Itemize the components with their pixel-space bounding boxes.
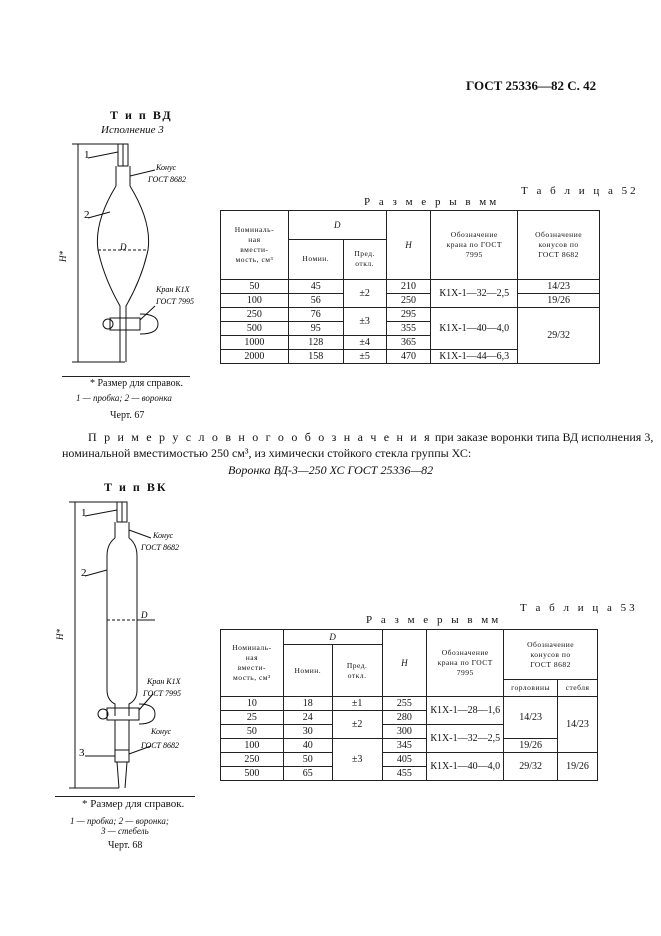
table-cell: 14/23 <box>558 697 598 753</box>
table53-units: Р а з м е р ы в мм <box>366 614 502 626</box>
table-cell: 500 <box>221 322 289 336</box>
table-cell: 14/23 <box>504 697 558 739</box>
table-cell: ±3 <box>343 308 386 336</box>
fig2-label-h: H* <box>55 629 65 640</box>
table-cell: 345 <box>382 739 427 753</box>
table-cell: К1Х-1—44—6,3 <box>431 350 518 364</box>
table53-header-konus: Обозначение конусов по ГОСТ 8682 <box>504 630 598 680</box>
table-cell: 255 <box>382 697 427 711</box>
table-cell: 128 <box>288 336 343 350</box>
table-cell: К1Х-1—32—2,5 <box>427 725 504 753</box>
table-cell: 500 <box>221 767 284 781</box>
table-cell: 250 <box>221 308 289 322</box>
table-cell: 45 <box>288 280 343 294</box>
table-row <box>221 739 598 753</box>
table-cell: 250 <box>386 294 431 308</box>
table-cell: 250 <box>221 753 284 767</box>
table52 <box>220 210 600 364</box>
table53 <box>220 629 598 781</box>
table-cell: 1000 <box>221 336 289 350</box>
table-cell: 25 <box>221 711 284 725</box>
table-cell: 210 <box>386 280 431 294</box>
fig1-note: * Размер для справок. <box>90 378 183 389</box>
table-cell: ±1 <box>332 697 382 711</box>
table-cell: 355 <box>386 322 431 336</box>
fig2-label-konus: Конус <box>153 531 174 540</box>
table-cell: 19/26 <box>558 753 598 781</box>
table-cell: 40 <box>283 739 332 753</box>
table-row <box>221 294 600 308</box>
table-cell: 100 <box>221 739 284 753</box>
table-row <box>221 753 598 767</box>
table52-header-kran: Обозначение крана по ГОСТ 7995 <box>431 211 518 280</box>
fig2-label-d: D <box>141 610 148 620</box>
fig1-variant: Исполнение 3 <box>101 124 164 136</box>
table52-label: Т а б л и ц а 52 <box>521 185 639 197</box>
table53-header-konus-b: стебля <box>558 680 598 697</box>
table-row <box>221 697 598 711</box>
fig2-label-gost7995: ГОСТ 7995 <box>143 689 182 698</box>
table53-label: Т а б л и ц а 53 <box>520 602 638 614</box>
table-cell: 24 <box>283 711 332 725</box>
fig2-label-1: 1 <box>81 507 87 519</box>
table-cell: К1Х-1—32—2,5 <box>431 280 518 308</box>
fig2-label-2: 2 <box>81 567 87 579</box>
fig2-legend1: 1 — пробка; 2 — воронка; <box>70 816 169 826</box>
fig1-label-gost7995: ГОСТ 7995 <box>156 297 195 306</box>
table-cell: 56 <box>288 294 343 308</box>
table-cell: 50 <box>283 753 332 767</box>
table53-header-d: D <box>283 630 382 645</box>
table-cell: 50 <box>221 280 289 294</box>
table-cell: 10 <box>221 697 284 711</box>
table52-header-dtol: Пред. откл. <box>343 239 386 279</box>
table-cell: 470 <box>386 350 431 364</box>
table53-header-h: H <box>382 630 427 697</box>
example-line1: П р и м е р у с л о в н о г о о б о з н а ч е н и я при заказе воронки типа ВД исполнения 3, <box>88 430 654 444</box>
fig2-drawing <box>55 494 230 792</box>
table52-header-dnom: Номин. <box>288 239 343 279</box>
fig2-label-kran: Кран К1Х <box>147 677 181 686</box>
table52-header-konus: Обозначение конусов по ГОСТ 8682 <box>518 211 600 280</box>
table-cell: 280 <box>382 711 427 725</box>
table53-header-nominal: Номиналь- ная вмести- мость, см³ <box>221 630 284 697</box>
fig2-legend2: 3 — стебель <box>101 826 149 836</box>
example-line2: номинальной вместимостью 250 см³, из химически стойкого стекла группы ХС: <box>62 446 472 460</box>
table-cell: ±3 <box>332 739 382 781</box>
fig2-caption: Черт. 68 <box>108 840 143 851</box>
table-cell: 50 <box>221 725 284 739</box>
table-cell: ±2 <box>332 711 382 739</box>
table-cell: ±5 <box>343 350 386 364</box>
table-cell: 300 <box>382 725 427 739</box>
fig2-label-konus2: Конус <box>151 727 172 736</box>
table-cell: ±4 <box>343 336 386 350</box>
table-cell: 95 <box>288 322 343 336</box>
fig1-type-title: Т и п ВД <box>110 108 173 122</box>
fig2-type-title: Т и п ВК <box>104 480 168 494</box>
fig1-caption: Черт. 67 <box>110 410 145 421</box>
table-row <box>221 308 600 322</box>
table-cell: 19/26 <box>518 294 600 308</box>
fig1-label-2: 2 <box>84 209 90 221</box>
table-cell: ±2 <box>343 280 386 308</box>
table-cell: 158 <box>288 350 343 364</box>
table52-header-h: H <box>386 211 431 280</box>
table-cell: 2000 <box>221 350 289 364</box>
table-cell: 14/23 <box>518 280 600 294</box>
fig1-label-d: D <box>120 242 127 252</box>
table-cell: К1Х-1—28—1,6 <box>427 697 504 725</box>
fig1-label-kran: Кран К1Х <box>156 285 190 294</box>
page-header: ГОСТ 25336—82 С. 42 <box>466 78 597 93</box>
table53-header-konus-a: горловины <box>504 680 558 697</box>
example-designation: Воронка ВД-3—250 ХС ГОСТ 25336—82 <box>228 463 434 477</box>
fig2-note: * Размер для справок. <box>82 798 185 810</box>
table-cell: 295 <box>386 308 431 322</box>
fig1-label-konus: Конус <box>156 163 177 172</box>
fig2-label-gost8682b: ГОСТ 8682 <box>141 741 180 750</box>
table-cell: 65 <box>283 767 332 781</box>
table-cell: 405 <box>382 753 427 767</box>
table-cell: 19/26 <box>504 739 558 753</box>
fig1-label-gost8682: ГОСТ 8682 <box>148 175 187 184</box>
fig1-label-h: H* <box>58 251 68 262</box>
table-cell: 76 <box>288 308 343 322</box>
table52-header-nominal: Номиналь- ная вмести- мость, см³ <box>221 211 289 280</box>
fig2-label-3: 3 <box>79 747 85 759</box>
table52-units: Р а з м е р ы в мм <box>364 196 500 208</box>
fig1-legend: 1 — пробка; 2 — воронка <box>76 393 172 403</box>
fig1-label-1: 1 <box>84 149 90 161</box>
table-cell: 30 <box>283 725 332 739</box>
table-cell: К1Х-1—40—4,0 <box>427 753 504 781</box>
table-cell: 100 <box>221 294 289 308</box>
table-cell: 29/32 <box>518 308 600 364</box>
table-cell: 18 <box>283 697 332 711</box>
table-cell: 455 <box>382 767 427 781</box>
fig2-label-gost8682: ГОСТ 8682 <box>141 543 180 552</box>
table53-header-dtol: Пред. откл. <box>332 645 382 697</box>
table-cell: 365 <box>386 336 431 350</box>
table-cell: К1Х-1—40—4,0 <box>431 308 518 350</box>
fig1-drawing <box>60 138 230 374</box>
table53-header-kran: Обозначение крана по ГОСТ 7995 <box>427 630 504 697</box>
table-row <box>221 280 600 294</box>
table-cell: 29/32 <box>504 753 558 781</box>
table53-header-dnom: Номин. <box>283 645 332 697</box>
table52-header-d: D <box>288 211 386 240</box>
